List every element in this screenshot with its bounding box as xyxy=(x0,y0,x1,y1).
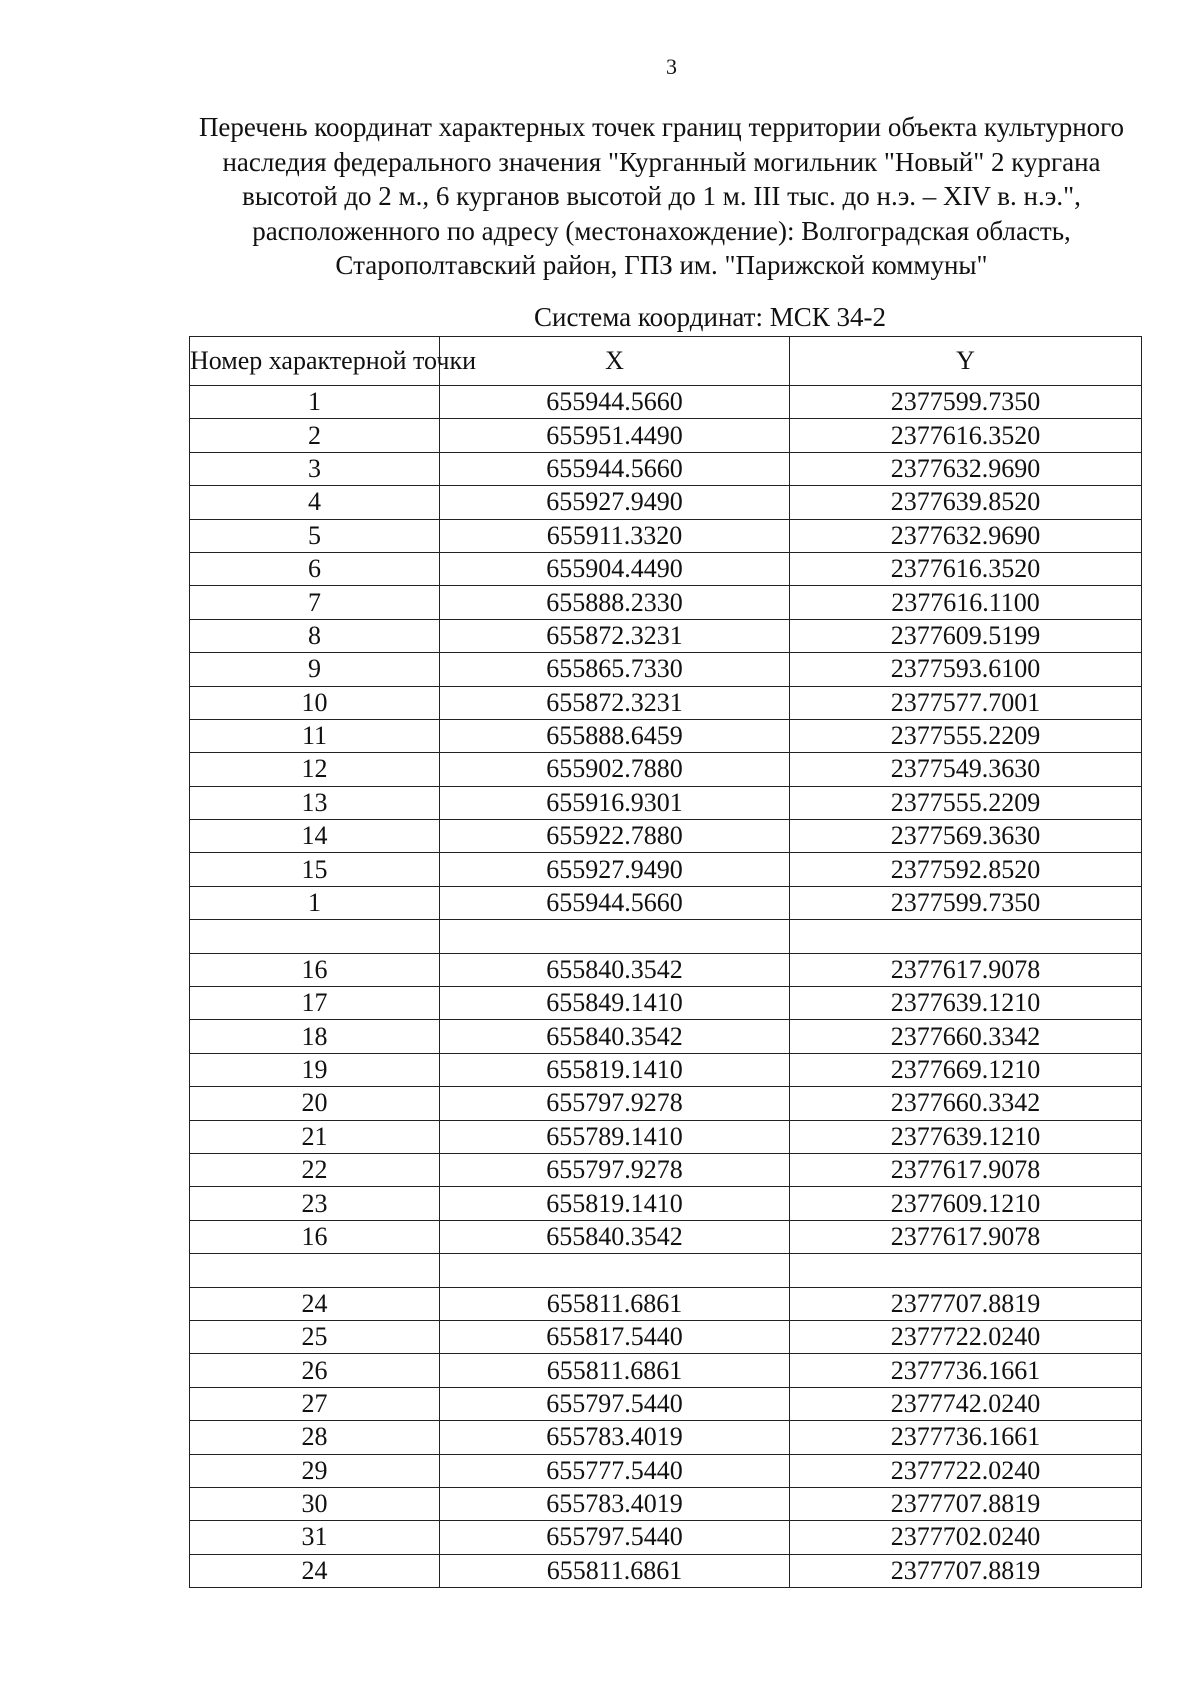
y-coordinate-cell: 2377593.6100 xyxy=(790,653,1142,686)
y-coordinate-cell: 2377617.9078 xyxy=(790,1220,1142,1253)
point-number-cell: 7 xyxy=(190,586,440,619)
table-row xyxy=(190,1087,1142,1120)
point-number-cell: 15 xyxy=(190,853,440,886)
x-coordinate-cell: 655819.1410 xyxy=(440,1187,790,1220)
point-number-cell: 31 xyxy=(190,1521,440,1554)
table-row xyxy=(190,853,1142,886)
table-row xyxy=(190,1554,1142,1587)
y-coordinate-cell: 2377632.9690 xyxy=(790,519,1142,552)
point-number-cell: 16 xyxy=(190,1220,440,1253)
x-coordinate-cell: 655811.6861 xyxy=(440,1287,790,1320)
point-number-cell: 28 xyxy=(190,1421,440,1454)
header-point-number: Номер характерной точки xyxy=(190,337,440,386)
table-separator-row xyxy=(190,1254,1142,1287)
y-coordinate-cell: 2377616.1100 xyxy=(790,586,1142,619)
x-coordinate-cell: 655797.5440 xyxy=(440,1521,790,1554)
x-coordinate-cell: 655797.5440 xyxy=(440,1387,790,1420)
table-row xyxy=(190,452,1142,485)
point-number-cell: 2 xyxy=(190,419,440,452)
table-row xyxy=(190,519,1142,552)
x-coordinate-cell: 655904.4490 xyxy=(440,552,790,585)
x-coordinate-cell: 655797.9278 xyxy=(440,1153,790,1186)
table-row xyxy=(190,1020,1142,1053)
point-number-cell: 3 xyxy=(190,452,440,485)
point-number-cell: 13 xyxy=(190,786,440,819)
y-coordinate-cell: 2377722.0240 xyxy=(790,1320,1142,1353)
table-row xyxy=(190,586,1142,619)
x-coordinate-cell: 655872.3231 xyxy=(440,686,790,719)
y-coordinate-cell: 2377609.1210 xyxy=(790,1187,1142,1220)
y-coordinate-cell: 2377669.1210 xyxy=(790,1053,1142,1086)
y-coordinate-cell: 2377736.1661 xyxy=(790,1421,1142,1454)
point-number-cell: 26 xyxy=(190,1354,440,1387)
point-number-cell xyxy=(190,1254,440,1287)
page-number: 3 xyxy=(666,54,677,79)
point-number-cell: 22 xyxy=(190,1153,440,1186)
coordinates-table xyxy=(189,336,1142,1588)
x-coordinate-cell: 655944.5660 xyxy=(440,452,790,485)
y-coordinate-cell: 2377609.5199 xyxy=(790,619,1142,652)
y-coordinate-cell: 2377599.7350 xyxy=(790,386,1142,419)
table-row xyxy=(190,1053,1142,1086)
y-coordinate-cell: 2377555.2209 xyxy=(790,786,1142,819)
point-number-cell: 1 xyxy=(190,386,440,419)
y-coordinate-cell: 2377736.1661 xyxy=(790,1354,1142,1387)
point-number-cell: 24 xyxy=(190,1287,440,1320)
x-coordinate-cell: 655927.9490 xyxy=(440,853,790,886)
table-row xyxy=(190,386,1142,419)
header-x: X xyxy=(440,337,790,386)
x-coordinate-cell: 655872.3231 xyxy=(440,619,790,652)
x-coordinate-cell: 655922.7880 xyxy=(440,820,790,853)
title-line: наследия федерального значения "Курганный могильник "Новый" 2 кургана xyxy=(222,146,1101,177)
table-row xyxy=(190,753,1142,786)
table-row xyxy=(190,1487,1142,1520)
table-row xyxy=(190,1220,1142,1253)
x-coordinate-cell: 655849.1410 xyxy=(440,987,790,1020)
y-coordinate-cell xyxy=(790,920,1142,953)
y-coordinate-cell: 2377660.3342 xyxy=(790,1020,1142,1053)
x-coordinate-cell: 655811.6861 xyxy=(440,1354,790,1387)
y-coordinate-cell: 2377722.0240 xyxy=(790,1454,1142,1487)
y-coordinate-cell: 2377639.1210 xyxy=(790,1120,1142,1153)
y-coordinate-cell: 2377555.2209 xyxy=(790,719,1142,752)
table-row xyxy=(190,1521,1142,1554)
point-number-cell: 21 xyxy=(190,1120,440,1153)
title-line: Старополтавский район, ГПЗ им. "Парижской коммуны" xyxy=(335,250,988,280)
y-coordinate-cell: 2377639.1210 xyxy=(790,987,1142,1020)
x-coordinate-cell: 655865.7330 xyxy=(440,653,790,686)
table-row xyxy=(190,619,1142,652)
table-row xyxy=(190,1153,1142,1186)
y-coordinate-cell: 2377639.8520 xyxy=(790,486,1142,519)
x-coordinate-cell: 655789.1410 xyxy=(440,1120,790,1153)
x-coordinate-cell: 655902.7880 xyxy=(440,753,790,786)
table-row xyxy=(190,1187,1142,1220)
x-coordinate-cell: 655951.4490 xyxy=(440,419,790,452)
y-coordinate-cell: 2377660.3342 xyxy=(790,1087,1142,1120)
point-number-cell: 29 xyxy=(190,1454,440,1487)
table-row xyxy=(190,653,1142,686)
table-row xyxy=(190,719,1142,752)
point-number-cell: 20 xyxy=(190,1087,440,1120)
point-number-cell: 27 xyxy=(190,1387,440,1420)
y-coordinate-cell: 2377617.9078 xyxy=(790,953,1142,986)
table-row xyxy=(190,686,1142,719)
point-number-cell: 1 xyxy=(190,886,440,919)
table-row xyxy=(190,786,1142,819)
table-row xyxy=(190,419,1142,452)
y-coordinate-cell: 2377599.7350 xyxy=(790,886,1142,919)
table-row xyxy=(190,953,1142,986)
x-coordinate-cell: 655916.9301 xyxy=(440,786,790,819)
table-row xyxy=(190,1354,1142,1387)
table-row xyxy=(190,987,1142,1020)
point-number-cell: 18 xyxy=(190,1020,440,1053)
x-coordinate-cell: 655840.3542 xyxy=(440,1020,790,1053)
y-coordinate-cell: 2377707.8819 xyxy=(790,1554,1142,1587)
y-coordinate-cell: 2377577.7001 xyxy=(790,686,1142,719)
x-coordinate-cell: 655888.6459 xyxy=(440,719,790,752)
x-coordinate-cell: 655797.9278 xyxy=(440,1087,790,1120)
y-coordinate-cell: 2377616.3520 xyxy=(790,552,1142,585)
title-line: высотой до 2 м., 6 курганов высотой до 1 м. III тыс. до н.э. – XIV в. н.э.", xyxy=(242,181,1081,211)
point-number-cell: 4 xyxy=(190,486,440,519)
x-coordinate-cell: 655944.5660 xyxy=(440,386,790,419)
table-row xyxy=(190,1287,1142,1320)
table-row xyxy=(190,552,1142,585)
point-number-cell: 10 xyxy=(190,686,440,719)
point-number-cell: 9 xyxy=(190,653,440,686)
table-row xyxy=(190,1120,1142,1153)
title-line: расположенного по адресу (местонахождение): Волгоградская область, xyxy=(252,215,1071,246)
table-separator-row xyxy=(190,920,1142,953)
point-number-cell: 11 xyxy=(190,719,440,752)
point-number-cell: 17 xyxy=(190,987,440,1020)
x-coordinate-cell: 655811.6861 xyxy=(440,1554,790,1587)
y-coordinate-cell: 2377617.9078 xyxy=(790,1153,1142,1186)
point-number-cell xyxy=(190,920,440,953)
y-coordinate-cell: 2377592.8520 xyxy=(790,853,1142,886)
point-number-cell: 8 xyxy=(190,619,440,652)
x-coordinate-cell: 655944.5660 xyxy=(440,886,790,919)
y-coordinate-cell: 2377632.9690 xyxy=(790,452,1142,485)
document-title xyxy=(170,110,1153,283)
x-coordinate-cell: 655777.5440 xyxy=(440,1454,790,1487)
point-number-cell: 24 xyxy=(190,1554,440,1587)
title-line: Перечень координат характерных точек границ территории объекта культурного xyxy=(198,112,1125,142)
x-coordinate-cell xyxy=(440,920,790,953)
x-coordinate-cell xyxy=(440,1254,790,1287)
table-row xyxy=(190,886,1142,919)
y-coordinate-cell: 2377707.8819 xyxy=(790,1287,1142,1320)
x-coordinate-cell: 655817.5440 xyxy=(440,1320,790,1353)
y-coordinate-cell: 2377702.0240 xyxy=(790,1521,1142,1554)
x-coordinate-cell: 655783.4019 xyxy=(440,1421,790,1454)
point-number-cell: 14 xyxy=(190,820,440,853)
table-body xyxy=(190,386,1142,1588)
coordinate-system-caption: Система координат: МСК 34-2 xyxy=(534,302,886,332)
point-number-cell: 5 xyxy=(190,519,440,552)
table-row xyxy=(190,820,1142,853)
x-coordinate-cell: 655819.1410 xyxy=(440,1053,790,1086)
x-coordinate-cell: 655927.9490 xyxy=(440,486,790,519)
x-coordinate-cell: 655911.3320 xyxy=(440,519,790,552)
point-number-cell: 23 xyxy=(190,1187,440,1220)
table-row xyxy=(190,1454,1142,1487)
y-coordinate-cell: 2377549.3630 xyxy=(790,753,1142,786)
table-row xyxy=(190,1320,1142,1353)
point-number-cell: 25 xyxy=(190,1320,440,1353)
table-row xyxy=(190,1421,1142,1454)
y-coordinate-cell xyxy=(790,1254,1142,1287)
x-coordinate-cell: 655840.3542 xyxy=(440,1220,790,1253)
y-coordinate-cell: 2377707.8819 xyxy=(790,1487,1142,1520)
table-row xyxy=(190,486,1142,519)
point-number-cell: 30 xyxy=(190,1487,440,1520)
table-header-row xyxy=(190,337,1142,386)
x-coordinate-cell: 655840.3542 xyxy=(440,953,790,986)
y-coordinate-cell: 2377569.3630 xyxy=(790,820,1142,853)
header-y: Y xyxy=(790,337,1142,386)
point-number-cell: 19 xyxy=(190,1053,440,1086)
x-coordinate-cell: 655888.2330 xyxy=(440,586,790,619)
y-coordinate-cell: 2377616.3520 xyxy=(790,419,1142,452)
point-number-cell: 16 xyxy=(190,953,440,986)
table-row xyxy=(190,1387,1142,1420)
x-coordinate-cell: 655783.4019 xyxy=(440,1487,790,1520)
y-coordinate-cell: 2377742.0240 xyxy=(790,1387,1142,1420)
point-number-cell: 6 xyxy=(190,552,440,585)
point-number-cell: 12 xyxy=(190,753,440,786)
